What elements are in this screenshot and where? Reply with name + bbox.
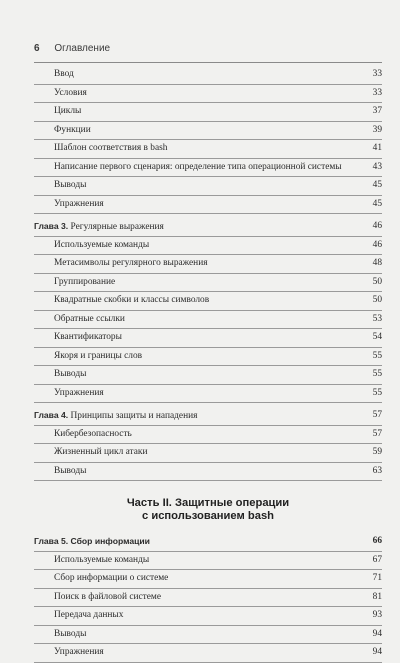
toc-entry[interactable]: Упражнения 55 xyxy=(34,385,382,404)
toc-section xyxy=(34,407,382,481)
toc-entry[interactable]: Используемые команды 67 xyxy=(34,552,382,571)
part-title-line2: с использованием bash xyxy=(142,510,274,522)
toc-entry[interactable]: Жизненный цикл атаки 59 xyxy=(34,444,382,463)
page-number: 6 xyxy=(34,43,40,54)
toc-entry[interactable]: Выводы 45 xyxy=(34,177,382,196)
chapter-title: Принципы защиты и нападения xyxy=(70,411,198,421)
running-header xyxy=(34,43,110,54)
toc-chapter-3[interactable]: Глава 3. Регулярные выражения 46 xyxy=(34,218,382,237)
toc-entry[interactable]: Метасимволы регулярного выражения 48 xyxy=(34,255,382,274)
chapter-label: Глава 5. xyxy=(34,536,69,546)
toc-section xyxy=(34,218,382,403)
chapter-label: Глава 3. xyxy=(34,221,69,231)
toc-chapter-4[interactable]: Глава 4. Принципы защиты и нападения 57 xyxy=(34,407,382,426)
table-of-contents xyxy=(34,66,382,663)
part-heading xyxy=(34,497,382,523)
toc-entry[interactable]: Поиск в файловой системе 81 xyxy=(34,589,382,608)
toc-entry[interactable]: Ввод 33 xyxy=(34,66,382,85)
toc-entry[interactable]: Упражнения 94 xyxy=(34,644,382,663)
toc-section xyxy=(34,533,382,663)
toc-entry[interactable]: Написание первого сценария: определение типа операционной системы 43 xyxy=(34,159,382,178)
toc-entry[interactable]: Циклы 37 xyxy=(34,103,382,122)
chapter-title: Сбор информации xyxy=(70,536,150,546)
header-title: Оглавление xyxy=(54,43,111,54)
toc-entry[interactable]: Упражнения 45 xyxy=(34,196,382,215)
toc-entry[interactable]: Квантификаторы 54 xyxy=(34,329,382,348)
toc-entry[interactable]: Сбор информации о системе 71 xyxy=(34,570,382,589)
toc-entry[interactable]: Выводы 63 xyxy=(34,463,382,482)
toc-entry[interactable]: Условия 33 xyxy=(34,85,382,104)
toc-entry[interactable]: Группирование 50 xyxy=(34,274,382,293)
toc-entry[interactable]: Якоря и границы слов 55 xyxy=(34,348,382,367)
chapter-label: Глава 4. xyxy=(34,410,69,420)
part-title-line1: Часть II. Защитные операции xyxy=(126,497,290,509)
toc-entry[interactable]: Обратные ссылки 53 xyxy=(34,311,382,330)
toc-entry[interactable]: Кибербезопасность 57 xyxy=(34,426,382,445)
toc-entry[interactable]: Квадратные скобки и классы символов 50 xyxy=(34,292,382,311)
toc-entry[interactable]: Шаблон соответствия в bash 41 xyxy=(34,140,382,159)
toc-chapter-5[interactable]: Глава 5. Сбор информации 66 xyxy=(34,533,382,552)
header-rule xyxy=(34,62,382,63)
chapter-title: Регулярные выражения xyxy=(70,222,164,232)
toc-entry[interactable]: Передача данных 93 xyxy=(34,607,382,626)
toc-entry[interactable]: Используемые команды 46 xyxy=(34,237,382,256)
toc-entry[interactable]: Выводы 94 xyxy=(34,626,382,645)
toc-entry[interactable]: Выводы 55 xyxy=(34,366,382,385)
toc-entry[interactable]: Функции 39 xyxy=(34,122,382,141)
toc-section xyxy=(34,66,382,214)
